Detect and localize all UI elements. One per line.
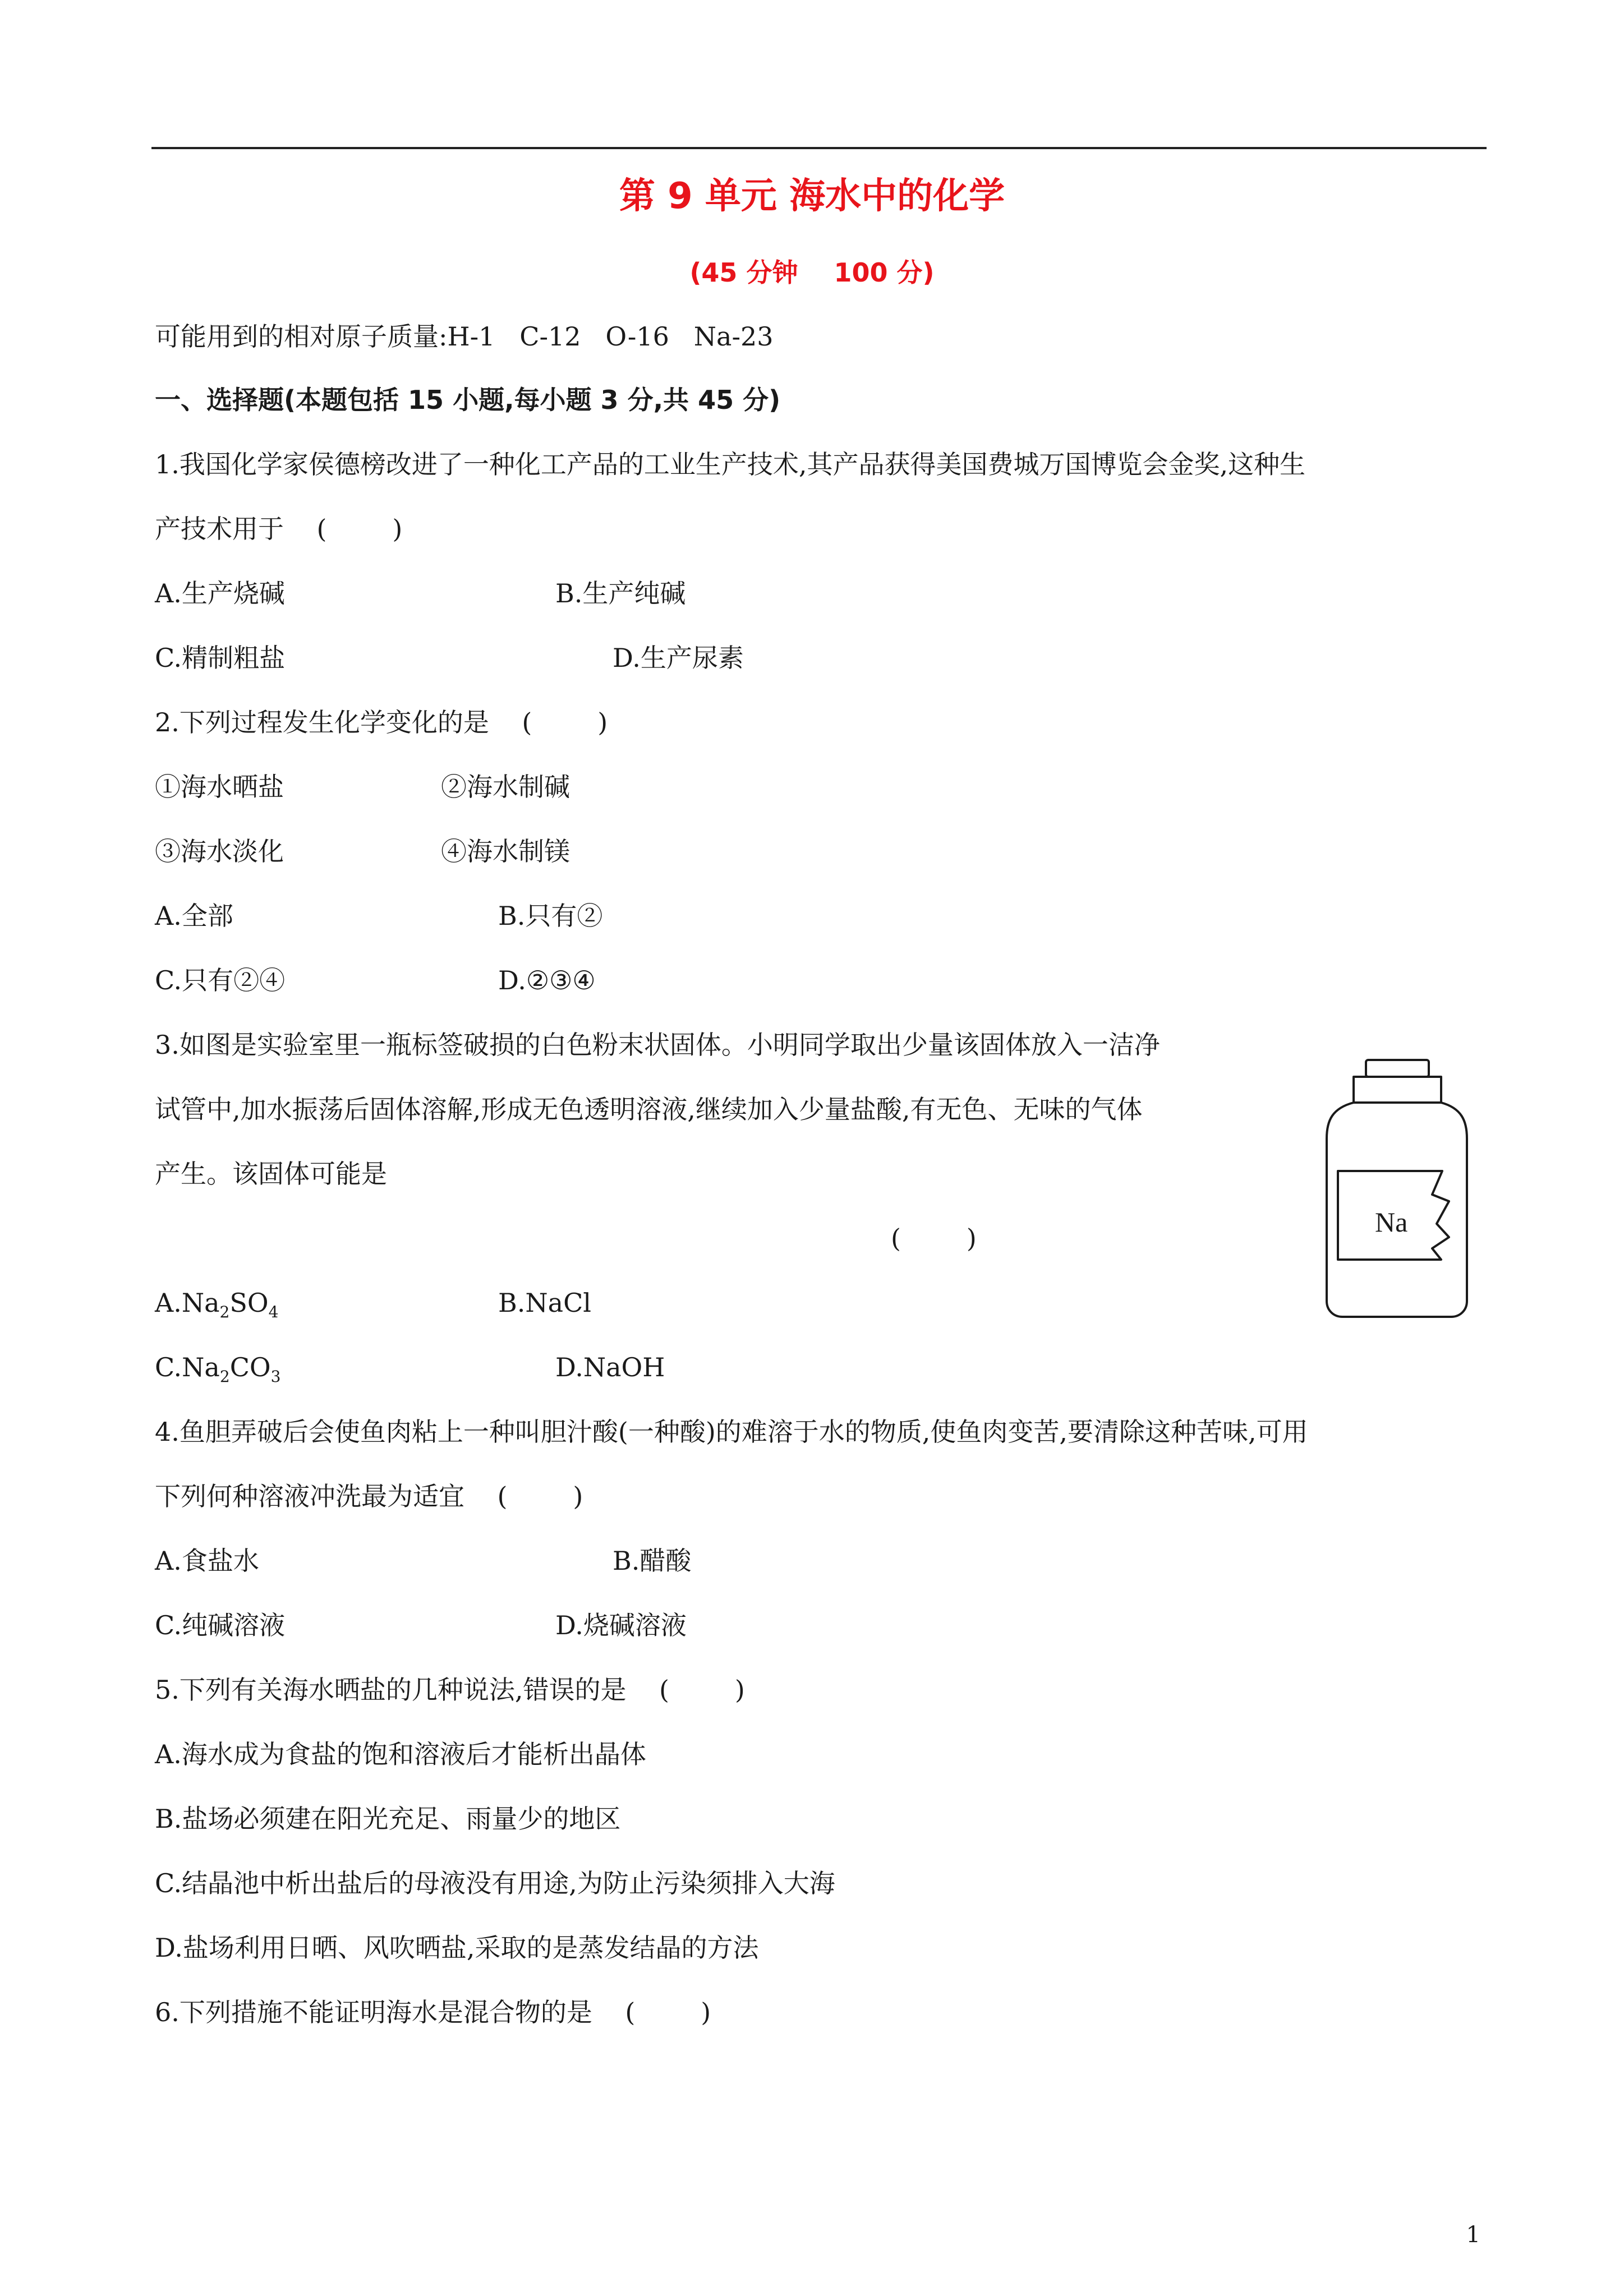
question-2-item-2: ②海水制碱 bbox=[441, 772, 570, 802]
reagent-bottle-figure bbox=[1321, 1054, 1473, 1324]
question-2-option-d: D.②③④ bbox=[498, 965, 596, 995]
question-5-option-a: A.海水成为食盐的饱和溶液后才能析出晶体 bbox=[155, 1739, 646, 1769]
question-1-line-2: 产技术用于 ( ) bbox=[155, 514, 403, 544]
question-3-option-c: $C.Na_2CO_3$ bbox=[155, 1352, 281, 1386]
question-5-option-d: D.盐场利用日晒、风吹晒盐,采取的是蒸发结晶的方法 bbox=[155, 1933, 759, 1963]
question-1-option-a: A.生产烧碱 bbox=[155, 578, 285, 608]
question-2-option-a: A.全部 bbox=[155, 901, 233, 931]
question-4-line-1: 4.鱼胆弄破后会使鱼肉粘上一种叫胆汁酸(一种酸)的难溶于水的物质,使鱼肉变苦,要清除这种苦味,可用 bbox=[155, 1417, 1308, 1447]
question-3-option-a: $A.Na_2SO_4$ bbox=[155, 1288, 279, 1322]
question-2-item-4: ④海水制镁 bbox=[441, 836, 570, 866]
question-3-line-1: 3.如图是实验室里一瓶标签破损的白色粉末状固体。小明同学取出少量该固体放入一洁净 bbox=[155, 1030, 1160, 1060]
question-4-option-b: B.醋酸 bbox=[613, 1546, 692, 1576]
question-4-line-2: 下列何种溶液冲洗最为适宜 ( ) bbox=[155, 1481, 583, 1511]
question-1-line-1: 1.我国化学家侯德榜改进了一种化工产品的工业生产技术,其产品获得美国费城万国博览会金奖,这种生 bbox=[155, 449, 1306, 480]
question-6-stem: 6.下列措施不能证明海水是混合物的是 ( ) bbox=[155, 1997, 711, 2027]
bottle-stopper bbox=[1366, 1060, 1429, 1077]
question-4-option-c: C.纯碱溶液 bbox=[155, 1610, 286, 1640]
atomic-mass-note: 可能用到的相对原子质量:H-1 C-12 O-16 Na-23 bbox=[155, 321, 774, 352]
page-title: 第 9 单元 海水中的化学 bbox=[619, 176, 1005, 217]
question-1-option-d: D.生产尿素 bbox=[613, 643, 744, 673]
question-5-stem: 5.下列有关海水晒盐的几种说法,错误的是 ( ) bbox=[155, 1675, 745, 1705]
question-2-item-3: ③海水淡化 bbox=[155, 836, 284, 866]
question-2-option-b: B.只有② bbox=[498, 901, 603, 931]
label-text: Na bbox=[1375, 1206, 1408, 1238]
page-number: 1 bbox=[1466, 2222, 1480, 2248]
question-2-item-1: ①海水晒盐 bbox=[155, 772, 284, 802]
bottle-neck bbox=[1354, 1077, 1441, 1103]
question-4-option-a: A.食盐水 bbox=[155, 1546, 259, 1576]
question-4-option-d: D.烧碱溶液 bbox=[555, 1610, 687, 1640]
question-3-option-d: D.NaOH bbox=[555, 1352, 665, 1382]
question-5-option-c: C.结晶池中析出盐后的母液没有用途,为防止污染须排入大海 bbox=[155, 1868, 835, 1898]
question-2-option-c: C.只有②④ bbox=[155, 965, 286, 995]
question-3-option-b: B.NaCl bbox=[498, 1288, 592, 1318]
question-5-option-b: B.盐场必须建在阳光充足、雨量少的地区 bbox=[155, 1804, 621, 1834]
exam-duration-score: (45 分钟 100 分) bbox=[689, 257, 935, 288]
section-heading: 一、选择题(本题包括 15 小题,每小题 3 分,共 45 分) bbox=[155, 385, 781, 415]
question-3-answer-blank: ( ) bbox=[891, 1223, 977, 1253]
question-1-option-c: C.精制粗盐 bbox=[155, 643, 286, 673]
question-2-stem: 2.下列过程发生化学变化的是 ( ) bbox=[155, 707, 608, 737]
question-1-option-b: B.生产纯碱 bbox=[555, 578, 686, 608]
header-rule bbox=[151, 147, 1487, 149]
question-3-line-2: 试管中,加水振荡后固体溶解,形成无色透明溶液,继续加入少量盐酸,有无色、无味的气体 bbox=[155, 1094, 1143, 1124]
question-3-line-3: 产生。该固体可能是 bbox=[155, 1159, 387, 1189]
